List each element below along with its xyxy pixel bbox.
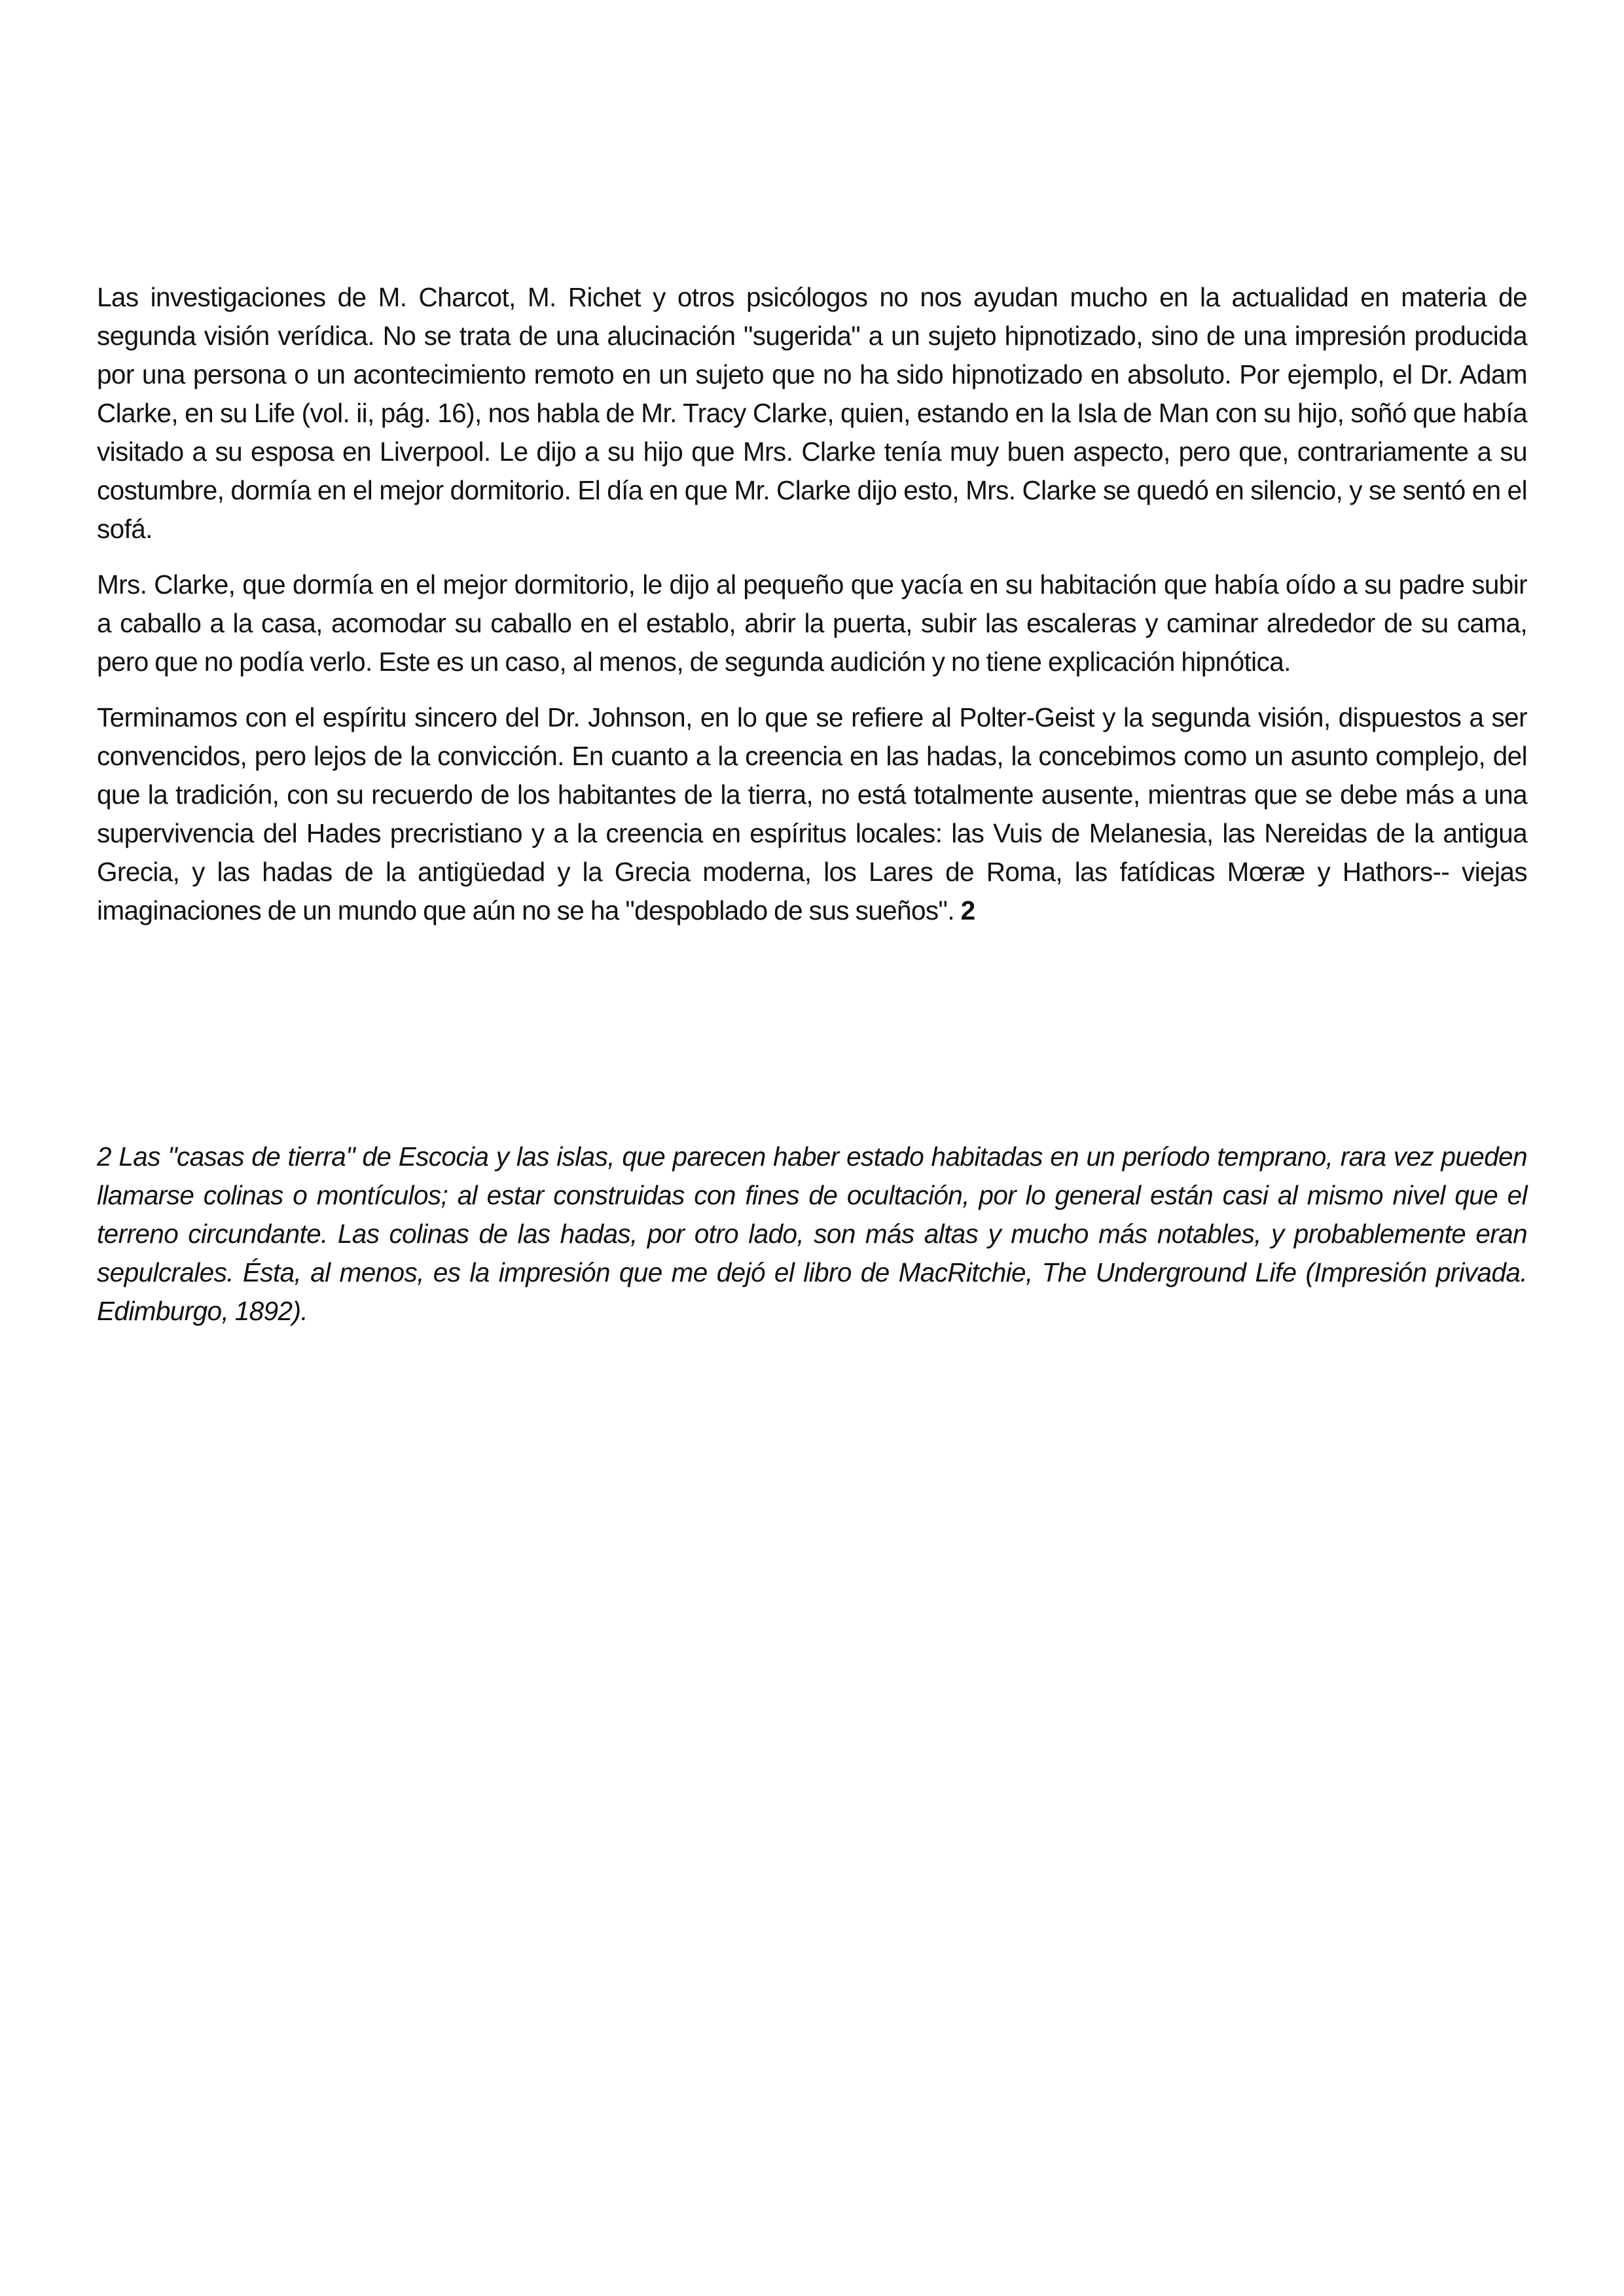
footnote: 2 Las "casas de tierra" de Escocia y las islas, que parecen haber estado habitadas en un período temprano, rara vez pueden llamarse colinas o montículos; al estar construidas con fines de ocultación, por lo general están casi al mismo nivel que el terreno circundante. Las colinas de las hadas, por otro lado, son más altas y mucho más notables, y probablemente eran sepulcrales. Ésta, al menos, es la impresión que me dejó el libro de MacRitchie, The Underground Life (Impresión privada. Edimburgo, 1892). [97, 1141, 1527, 1326]
document-body [97, 278, 1527, 947]
paragraph-2: Mrs. Clarke, que dormía en el mejor dormitorio, le dijo al pequeño que yacía en su habitación que había oído a su padre subir a caballo a la casa, acomodar su caballo en el establo, abrir la puerta, subir las escaleras y caminar alrededor de su cama, pero que no podía verlo. Este es un caso, al menos, de segunda audición y no tiene explicación hipnótica. [97, 569, 1527, 677]
paragraph-1: Las investigaciones de M. Charcot, M. Richet y otros psicólogos no nos ayudan mucho en la actualidad en materia de segunda visión verídica. No se trata de una alucinación "sugerida" a un sujeto hipnotizado, sino de una impresión producida por una persona o un acontecimiento remoto en un sujeto que no ha sido hipnotizado en absoluto. Por ejemplo, el Dr. Adam Clarke, en su Life (vol. ii, pág. 16), nos habla de Mr. Tracy Clarke, quien, estando en la Isla de Man con su hijo, soñó que había visitado a su esposa en Liverpool. Le dijo a su hijo que Mrs. Clarke tenía muy buen aspecto, pero que, contrariamente a su costumbre, dormía en el mejor dormitorio. El día en que Mr. Clarke dijo esto, Mrs. Clarke se quedó en silencio, y se sentó en el sofá. [97, 282, 1527, 544]
paragraph-3-text: Terminamos con el espíritu sincero del Dr. Johnson, en lo que se refiere al Polter-Geist y la segunda visión, dispuestos a ser convencidos, pero lejos de la convicción. En cuanto a la creencia en las hadas, la concebimos como un asunto complejo, del que la tradición, con su recuerdo de los habitantes de la tierra, no está totalmente ausente, mientras que se debe más a una supervivencia del Hades precristiano y a la creencia en espíritus locales: las Vuis de Melanesia, las Nereidas de la antigua Grecia, y las hadas de la antigüedad y la Grecia moderna, los Lares de Roma, las fatídicas Mœræ y Hathors-- viejas imaginaciones de un mundo que aún no se ha "despoblado de sus sueños". [97, 702, 1527, 925]
footnote-reference[interactable]: 2 [960, 895, 975, 925]
paragraph-3 [97, 698, 1527, 930]
